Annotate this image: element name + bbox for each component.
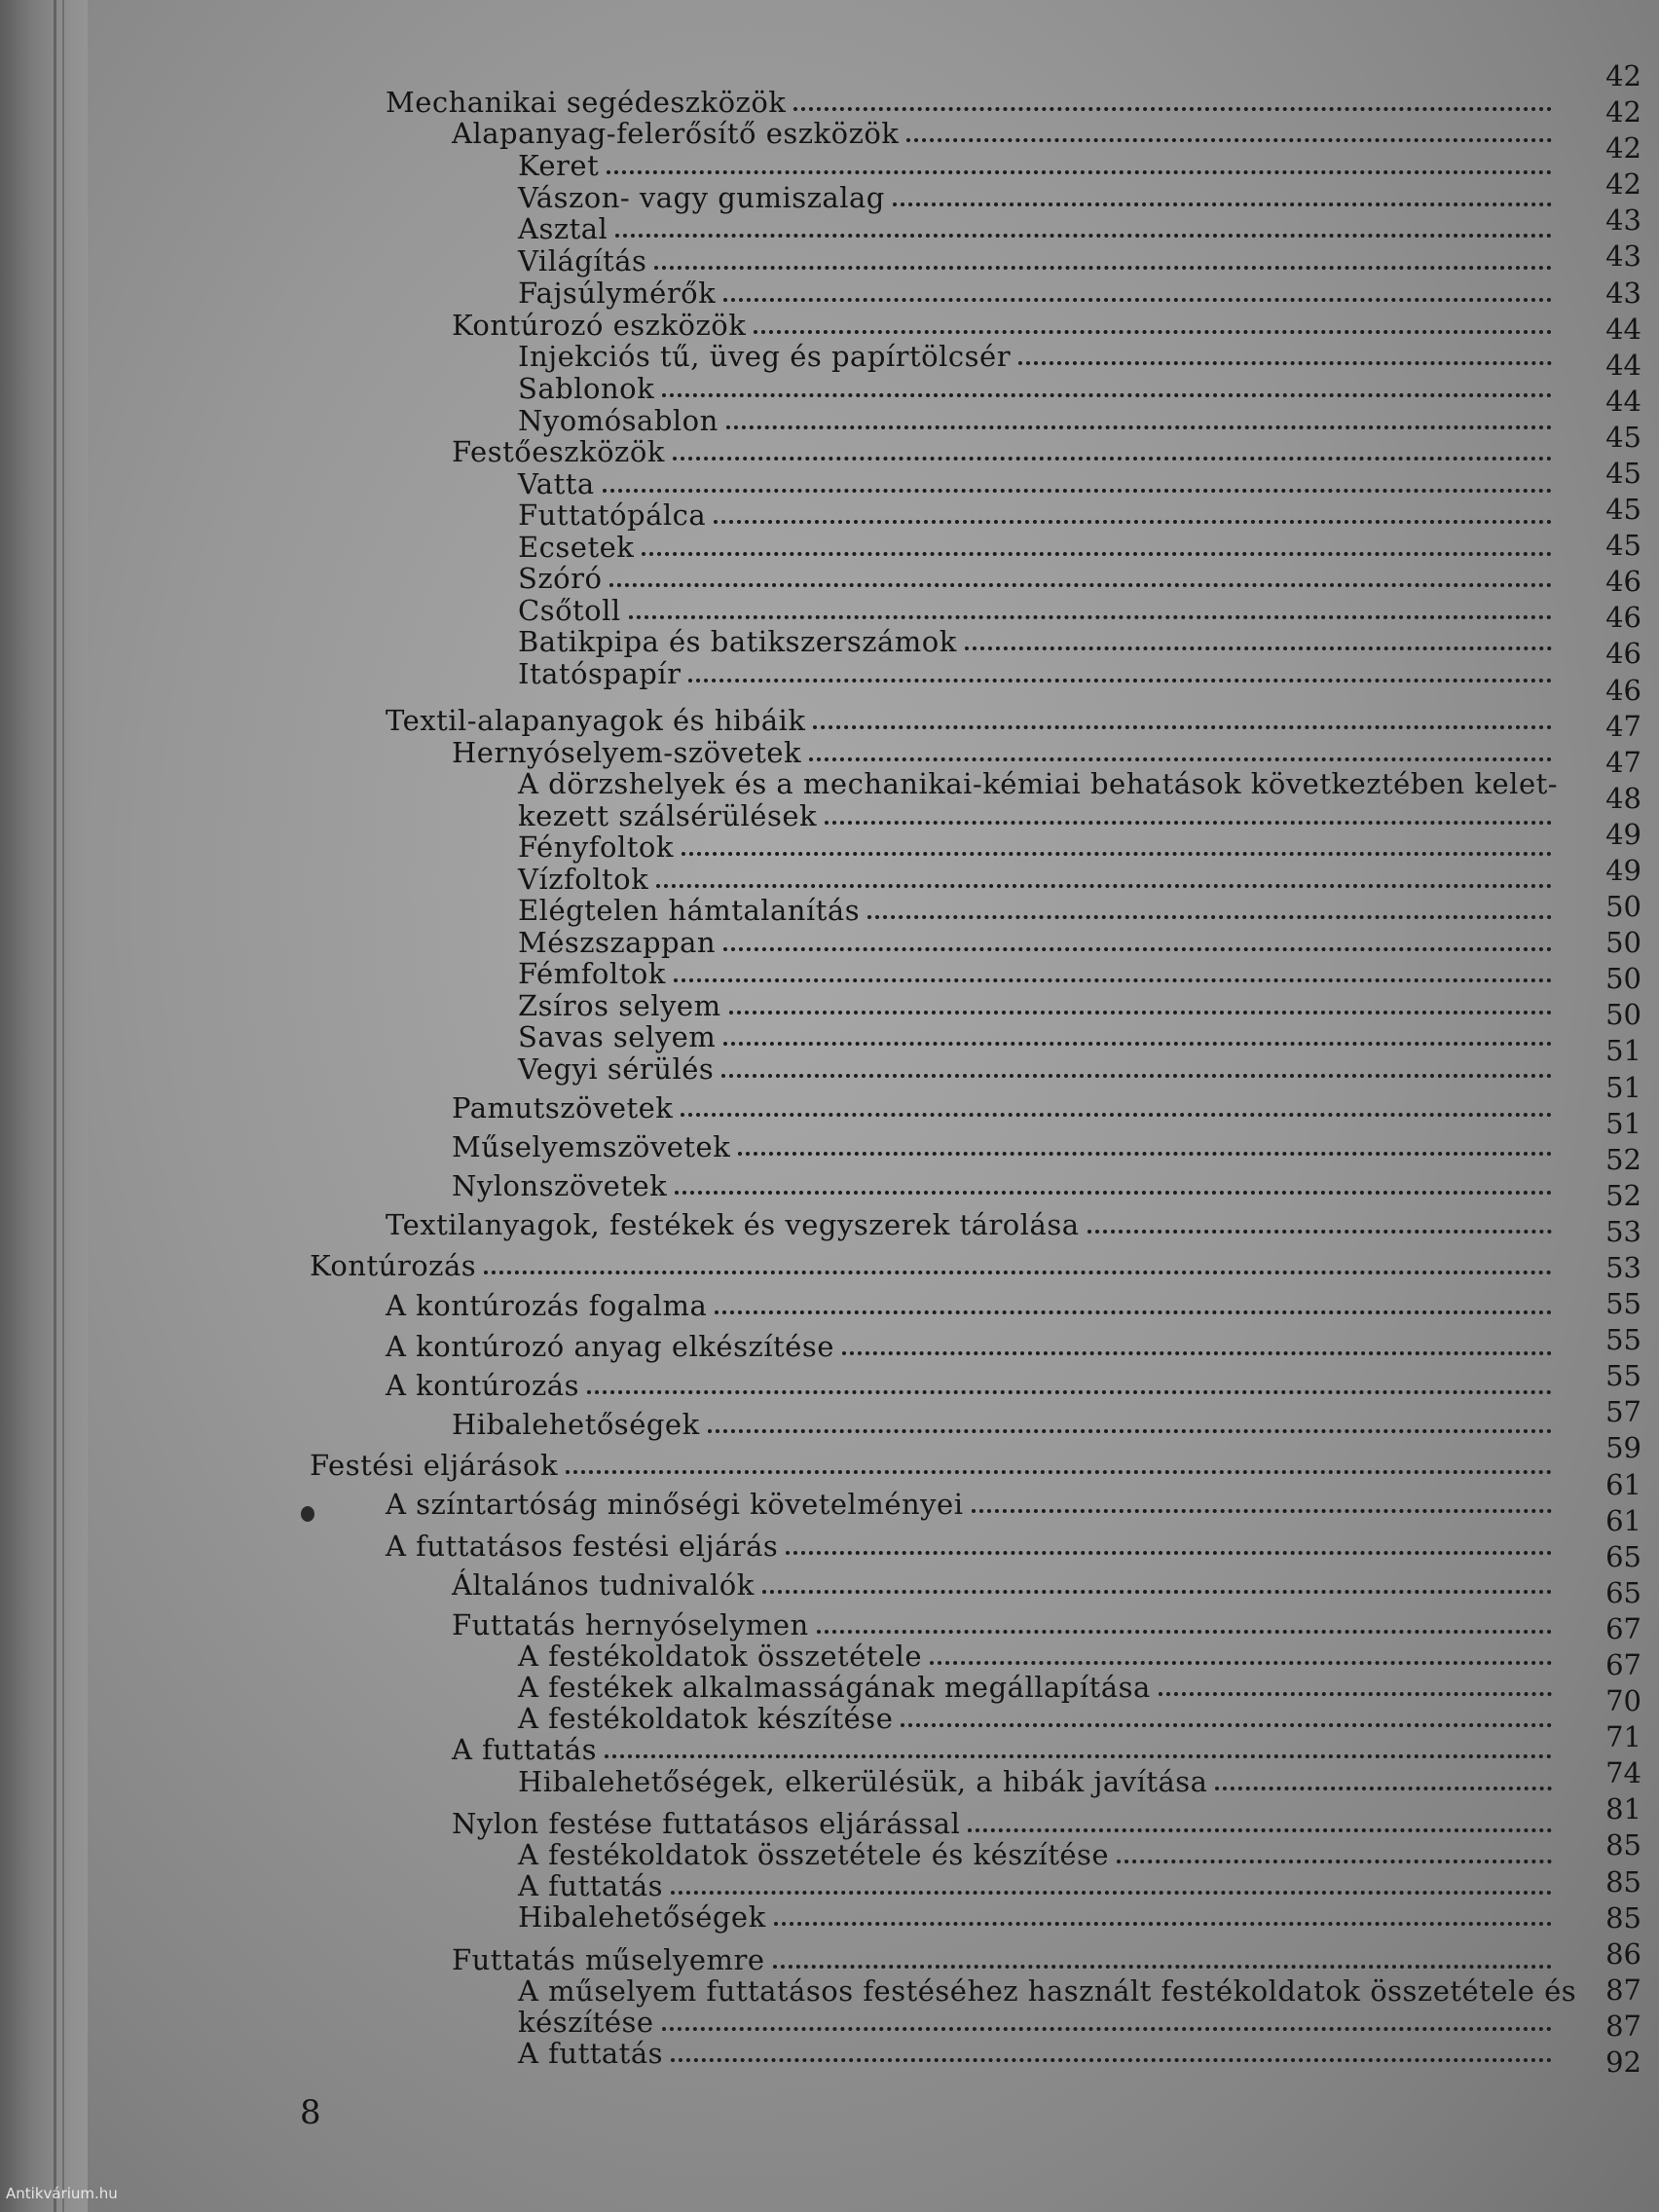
toc-entry-title: Asztal xyxy=(518,212,608,245)
toc-entry-title: Műselyemszövetek xyxy=(452,1130,731,1163)
page-number: 46 xyxy=(1605,601,1641,635)
page-number: 55 xyxy=(1605,1323,1641,1357)
page-number: 44 xyxy=(1605,312,1641,346)
toc-entry-title: A festékek alkalmasságának megállapítása xyxy=(518,1671,1151,1704)
toc-entry xyxy=(452,1124,1560,1163)
toc-entry xyxy=(452,1402,1560,1441)
toc-entry-title: Fajsúlymérők xyxy=(518,276,717,310)
page-number: 61 xyxy=(1605,1503,1641,1537)
toc-entry-title: A festékoldatok összetétele xyxy=(518,1640,923,1673)
toc-entry xyxy=(518,1759,1560,1798)
toc-entry-title: A festékoldatok készítése xyxy=(518,1702,894,1735)
toc-entry-title: A műselyem futtatásos festéséhez használt festékoldatok összetétele és xyxy=(518,1974,1577,2008)
dot-leader xyxy=(605,1754,1552,1758)
dot-leader xyxy=(972,1509,1553,1513)
toc-entry-title: Batikpipa és batikszerszámok xyxy=(518,625,957,658)
dot-leader xyxy=(762,1590,1552,1594)
toc-entry xyxy=(452,1563,1560,1602)
dot-leader xyxy=(714,520,1552,524)
dot-leader xyxy=(615,234,1552,238)
toc-entry xyxy=(518,651,1560,690)
page-number: 61 xyxy=(1605,1467,1641,1501)
page-number: 53 xyxy=(1605,1251,1641,1284)
dot-leader xyxy=(662,393,1552,397)
toc-entry xyxy=(518,1895,1560,1934)
toc-entry-title: Savas selyem xyxy=(518,1020,717,1053)
page-number: 52 xyxy=(1605,1142,1641,1176)
toc-entry-title: Hernyóselyem-szövetek xyxy=(452,736,802,769)
toc-entry xyxy=(386,1482,1560,1521)
toc-entry xyxy=(310,1243,1560,1282)
page-number: 42 xyxy=(1605,167,1641,202)
page-number: 55 xyxy=(1605,1359,1641,1393)
toc-entry-title: Itatóspapír xyxy=(518,657,682,690)
dot-leader xyxy=(675,1191,1552,1195)
page-number: 50 xyxy=(1605,926,1641,960)
page-number: 87 xyxy=(1605,1972,1641,2007)
page-number: 48 xyxy=(1605,781,1641,815)
toc-entry-title: A futtatásos festési eljárás xyxy=(386,1530,779,1563)
page-number: 67 xyxy=(1605,1611,1641,1645)
page-number: 57 xyxy=(1605,1395,1641,1429)
page-number: 55 xyxy=(1605,1287,1641,1321)
page-number: 43 xyxy=(1605,203,1641,238)
page-number: 65 xyxy=(1605,1539,1641,1573)
dot-leader xyxy=(654,266,1552,270)
toc-entry-title: Nylonszövetek xyxy=(452,1169,668,1202)
toc-entry-title: Hibalehetőségek, elkerülésük, a hibák javítása xyxy=(518,1765,1208,1798)
dot-leader xyxy=(674,978,1552,982)
toc-entry-title: Vászon- vagy gumiszalag xyxy=(518,181,885,214)
dot-leader xyxy=(723,1042,1552,1046)
toc-entry-title: Vegyi sérülés xyxy=(518,1052,715,1086)
toc-entry-title: Textil-alapanyagok és hibáik xyxy=(386,704,806,737)
toc-entry-title: A festékoldatok összetétele és készítése xyxy=(518,1838,1110,1871)
ink-spot xyxy=(301,1506,314,1522)
toc-entry-title: Fémfoltok xyxy=(518,957,666,990)
page-number: 46 xyxy=(1605,565,1641,599)
page-number: 45 xyxy=(1605,493,1641,527)
dot-leader xyxy=(965,646,1552,650)
toc-entry-title: A futtatás xyxy=(518,2037,663,2070)
toc-entry-title: Festési eljárások xyxy=(310,1449,559,1482)
toc-entry-title: Vatta xyxy=(518,467,595,500)
dot-leader xyxy=(682,852,1552,856)
page-number: 85 xyxy=(1605,1828,1641,1862)
page-number: 85 xyxy=(1605,1900,1641,1935)
page-number: 43 xyxy=(1605,240,1641,274)
toc-entry-title: Kontúrozás xyxy=(310,1249,477,1282)
toc-entry-title: Sablonok xyxy=(518,372,655,405)
toc-entry-title: Csőtoll xyxy=(518,594,621,627)
page-number: 71 xyxy=(1605,1720,1641,1754)
page-number: 51 xyxy=(1605,1106,1641,1140)
toc-entry-title: A dörzshelyek és a mechanikai-kémiai behatások következtében kelet- xyxy=(518,767,1559,800)
page-number: 52 xyxy=(1605,1178,1641,1212)
toc-entry-title: Nylon festése futtatásos eljárással xyxy=(452,1807,961,1840)
toc-entry-title: A kontúrozás fogalma xyxy=(386,1289,708,1322)
dot-leader xyxy=(715,1310,1552,1314)
toc-entry-title: A színtartóság minőségi követelményei xyxy=(386,1488,964,1521)
page-number: 51 xyxy=(1605,1070,1641,1104)
toc-entry-title: Textilanyagok, festékek és vegyszerek tárolása xyxy=(386,1208,1080,1241)
toc-entry-title: Vízfoltok xyxy=(518,863,649,896)
dot-leader xyxy=(906,138,1552,142)
page-number: 50 xyxy=(1605,962,1641,996)
dot-leader xyxy=(1088,1230,1552,1234)
toc-entry xyxy=(386,1324,1560,1363)
toc-entry-title: Futtatás hernyóselymen xyxy=(452,1608,809,1641)
toc-entry-title: Futtatás műselyemre xyxy=(452,1943,765,1976)
dot-leader xyxy=(671,2058,1552,2062)
watermark: Antikvárium.hu xyxy=(6,2185,118,2202)
page-number: 45 xyxy=(1605,420,1641,454)
toc-entry-title: kezett szálsérülések xyxy=(518,799,818,832)
page-binding xyxy=(0,0,88,2212)
toc-entry xyxy=(386,1524,1560,1563)
toc-entry-title: Ecsetek xyxy=(518,531,635,564)
toc-entry-title: Festőeszközök xyxy=(452,435,665,468)
toc-entry-title: Pamutszövetek xyxy=(452,1091,674,1124)
toc-entry-title: Kontúrozó eszközök xyxy=(452,309,747,342)
dot-leader xyxy=(566,1470,1552,1474)
toc-entry-title: A kontúrozás xyxy=(386,1369,579,1402)
toc-entry-title: Nyomósablon xyxy=(518,404,719,437)
toc-entry-title: Világítás xyxy=(518,244,647,277)
toc-entry-title: Szóró xyxy=(518,562,603,595)
toc-entry-title: Elégtelen hámtalanítás xyxy=(518,894,861,927)
toc-entry-title: készítése xyxy=(518,2006,654,2039)
dot-leader xyxy=(673,457,1552,461)
page-number: 86 xyxy=(1605,1936,1641,1971)
dot-leader xyxy=(813,725,1552,729)
page-number: 50 xyxy=(1605,890,1641,924)
page-number: 47 xyxy=(1605,745,1641,779)
page-number: 46 xyxy=(1605,673,1641,707)
toc-entry-title: Keret xyxy=(518,149,600,182)
page-number: 81 xyxy=(1605,1792,1641,1826)
page-number: 45 xyxy=(1605,457,1641,490)
toc-entry xyxy=(518,2031,1560,2070)
dot-leader xyxy=(774,1922,1552,1926)
dot-leader xyxy=(842,1351,1552,1355)
page-number: 44 xyxy=(1605,384,1641,418)
toc-entry-title: Hibalehetőségek xyxy=(452,1408,700,1441)
dot-leader xyxy=(587,1390,1552,1394)
dot-leader xyxy=(723,298,1552,302)
toc-entry xyxy=(386,1283,1560,1322)
toc-entry-title: Injekciós tű, üveg és papírtölcsér xyxy=(518,340,1012,373)
toc-entry-title: Általános tudnivalók xyxy=(452,1568,755,1602)
dot-leader xyxy=(708,1429,1552,1433)
page-number: 44 xyxy=(1605,348,1641,382)
page-number: 85 xyxy=(1605,1864,1641,1899)
dot-leader xyxy=(607,170,1552,174)
toc-entry xyxy=(452,1163,1560,1202)
page-number: 49 xyxy=(1605,817,1641,851)
toc-entry-title: Fényfoltok xyxy=(518,830,674,864)
toc-entry xyxy=(310,1443,1560,1482)
page-number: 74 xyxy=(1605,1756,1641,1790)
page-number: 42 xyxy=(1605,131,1641,166)
binding-fold-secondary xyxy=(62,0,64,2212)
toc-entry-title: Futtatópálca xyxy=(518,498,707,532)
dot-leader xyxy=(738,1152,1552,1156)
page-number: 67 xyxy=(1605,1648,1641,1681)
dot-leader xyxy=(721,1074,1552,1078)
dot-leader xyxy=(1215,1787,1552,1790)
page-number: 53 xyxy=(1605,1214,1641,1248)
toc-entry-title: A futtatás xyxy=(452,1733,597,1766)
toc-entry xyxy=(518,1047,1560,1086)
toc-entry xyxy=(386,1202,1560,1241)
dot-leader xyxy=(867,915,1552,919)
page-number: 65 xyxy=(1605,1575,1641,1609)
dot-leader xyxy=(1018,361,1552,365)
page-number: 45 xyxy=(1605,529,1641,563)
toc-entry-title: Mészszappan xyxy=(518,926,717,959)
binding-fold xyxy=(54,0,56,2212)
toc-entry xyxy=(452,1086,1560,1124)
dot-leader xyxy=(484,1271,1552,1274)
dot-leader xyxy=(786,1551,1552,1555)
page-number: 42 xyxy=(1605,59,1641,92)
page-number: 50 xyxy=(1605,998,1641,1032)
page-number: 59 xyxy=(1605,1431,1641,1465)
page-number: 47 xyxy=(1605,709,1641,743)
toc-entry-title: Hibalehetőségek xyxy=(518,1900,766,1934)
page-number: 42 xyxy=(1605,95,1641,129)
page-number: 43 xyxy=(1605,276,1641,310)
page-number: 49 xyxy=(1605,854,1641,887)
toc-entry-title: A kontúrozó anyag elkészítése xyxy=(386,1330,834,1363)
toc-entry xyxy=(386,1363,1560,1402)
page-number: 87 xyxy=(1605,2009,1641,2043)
page-number: 70 xyxy=(1605,1684,1641,1718)
toc-entry-title: Zsíros selyem xyxy=(518,989,721,1022)
dot-leader xyxy=(609,583,1552,587)
toc-entry-title: A futtatás xyxy=(518,1869,663,1902)
toc-entry-title: Alapanyag-felerősítő eszközök xyxy=(452,117,900,150)
page-folio: 8 xyxy=(300,2093,321,2132)
dot-leader xyxy=(681,1113,1552,1117)
page-number: 92 xyxy=(1605,2046,1641,2079)
toc-entry-title: Mechanikai segédeszközök xyxy=(386,86,787,119)
dot-leader xyxy=(688,679,1552,682)
page-number: 51 xyxy=(1605,1034,1641,1068)
page-number: 46 xyxy=(1605,637,1641,671)
